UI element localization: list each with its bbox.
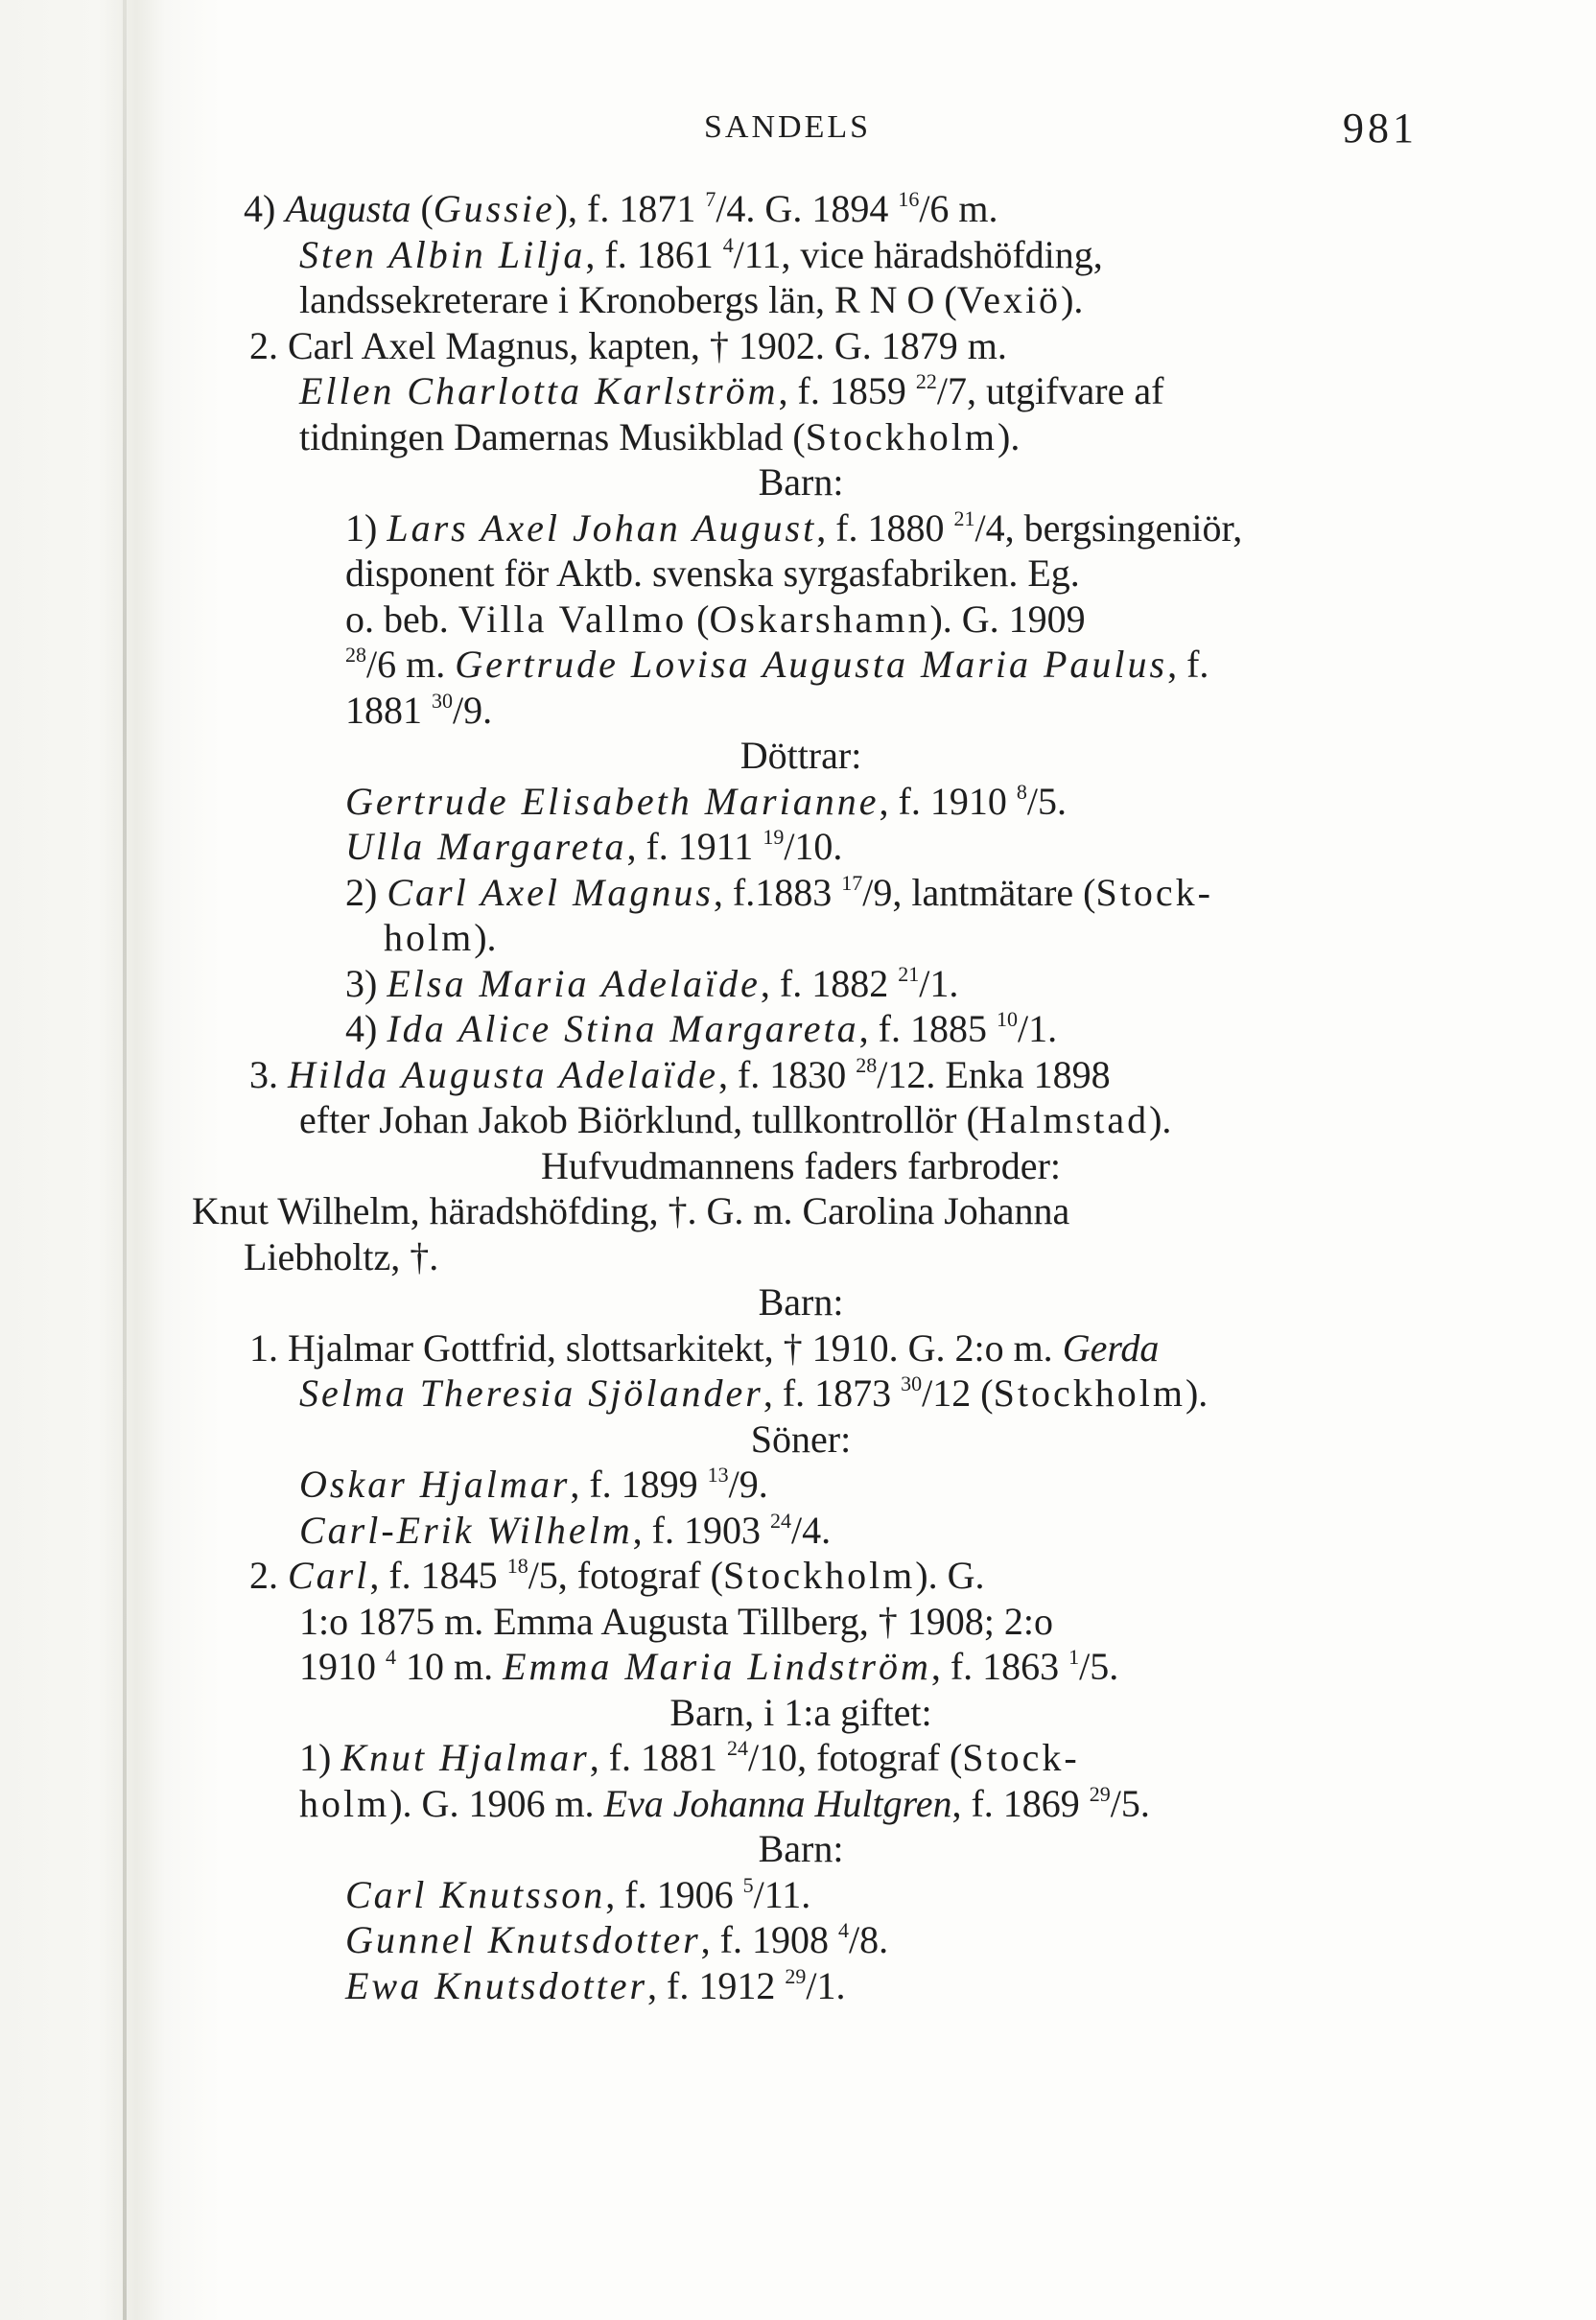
text-line: Selma Theresia Sjölander, f. 1873 $^{30}$/12 (Stockholm). xyxy=(299,1371,1209,1415)
text-line: 3) Elsa Maria Adelaïde, f. 1882 $^{21}$/1. xyxy=(345,961,959,1005)
page-header xyxy=(0,104,1596,161)
section-heading: Söner: xyxy=(750,1417,852,1461)
text-line: 4) Augusta (Gussie), f. 1871 $^7$/4. G. 1894 $^{16}$/6 m. xyxy=(244,187,998,230)
text-line: 2) Carl Axel Magnus, f.1883 $^{17}$/9, lantmätare (Stock- xyxy=(345,870,1213,914)
text-line: tidningen Damernas Musikblad (Stockholm). xyxy=(299,414,1021,458)
text-line: 1881 $^{30}$/9. xyxy=(345,688,493,732)
genealogy-text xyxy=(192,186,1410,2008)
text-line: 1:o 1875 m. Emma Augusta Tillberg, † 1908; 2:o xyxy=(299,1599,1053,1643)
text-line: o. beb. Villa Vallmo (Oskarshamn). G. 1909 xyxy=(345,597,1086,641)
text-line: holm). G. 1906 m. Eva Johanna Hultgren, f. 1869 $^{29}$/5. xyxy=(299,1781,1150,1825)
text-line: landssekreterare i Kronobergs län, R N O (Vexiö). xyxy=(299,278,1084,321)
text-line: 2. Carl Axel Magnus, kapten, † 1902. G. 1879 m. xyxy=(249,323,1007,367)
binding-edge xyxy=(123,0,127,2320)
section-heading: Barn: xyxy=(758,1827,844,1870)
text-line: 4) Ida Alice Stina Margareta, f. 1885 $^{10}$/1. xyxy=(345,1007,1058,1050)
text-line: efter Johan Jakob Biörklund, tullkontrollör (Halmstad). xyxy=(299,1098,1172,1141)
page-number: 981 xyxy=(1343,105,1418,152)
text-line: Gertrude Elisabeth Marianne, f. 1910 $^8$/5. xyxy=(345,779,1067,823)
text-line: 1. Hjalmar Gottfrid, slottsarkitekt, † 1910. G. 2:o m. Gerda xyxy=(249,1325,1160,1370)
text-line: Knut Wilhelm, häradshöfding, †. G. m. Carolina Johanna xyxy=(192,1189,1070,1232)
text-line: Ellen Charlotta Karlström, f. 1859 $^{22}$/7, utgifvare af xyxy=(299,369,1164,412)
section-heading: Barn, i 1:a giftet: xyxy=(669,1690,932,1734)
text-line: Gunnel Knutsdotter, f. 1908 $^4$/8. xyxy=(345,1918,889,1961)
text-line: 1) Knut Hjalmar, f. 1881 $^{24}$/10, fotograf (Stock- xyxy=(299,1736,1080,1779)
text-line: 1) Lars Axel Johan August, f. 1880 $^{21}$/4, bergsingeniör, xyxy=(345,505,1243,550)
text-line: holm). xyxy=(384,916,497,959)
text-line: Liebholtz, †. xyxy=(244,1234,439,1278)
section-heading: Barn: xyxy=(758,460,844,504)
text-line: disponent för Aktb. svenska syrgasfabriken. Eg. xyxy=(345,551,1080,595)
text-line: 2. Carl, f. 1845 $^{18}$/5, fotograf (Stockholm). G. xyxy=(249,1554,985,1597)
section-heading: Hufvudmannens faders farbroder: xyxy=(540,1143,1061,1187)
text-line: $^{28}$/6 m. Gertrude Lovisa Augusta Maria Paulus, f. xyxy=(345,643,1209,686)
page-gutter-shadow xyxy=(0,0,221,2320)
section-heading: Barn: xyxy=(758,1280,844,1324)
text-line: Ulla Margareta, f. 1911 $^{19}$/10. xyxy=(345,825,843,868)
text-line: Sten Albin Lilja, f. 1861 $^4$/11, vice häradshöfding, xyxy=(299,232,1103,276)
running-head: SANDELS xyxy=(704,109,872,145)
section-heading: Döttrar: xyxy=(739,734,862,777)
text-line: 1910 $^4$ 10 m. Emma Maria Lindström, f. 1863 $^1$/5. xyxy=(299,1645,1119,1688)
text-line: Ewa Knutsdotter, f. 1912 $^{29}$/1. xyxy=(345,1963,846,2007)
text-line: Carl Knutsson, f. 1906 $^5$/11. xyxy=(345,1872,811,1916)
text-line: Carl-Erik Wilhelm, f. 1903 $^{24}$/4. xyxy=(299,1508,832,1552)
text-line: 3. Hilda Augusta Adelaïde, f. 1830 $^{28}$/12. Enka 1898 xyxy=(249,1052,1111,1096)
text-line: Oskar Hjalmar, f. 1899 $^{13}$/9. xyxy=(299,1463,768,1506)
